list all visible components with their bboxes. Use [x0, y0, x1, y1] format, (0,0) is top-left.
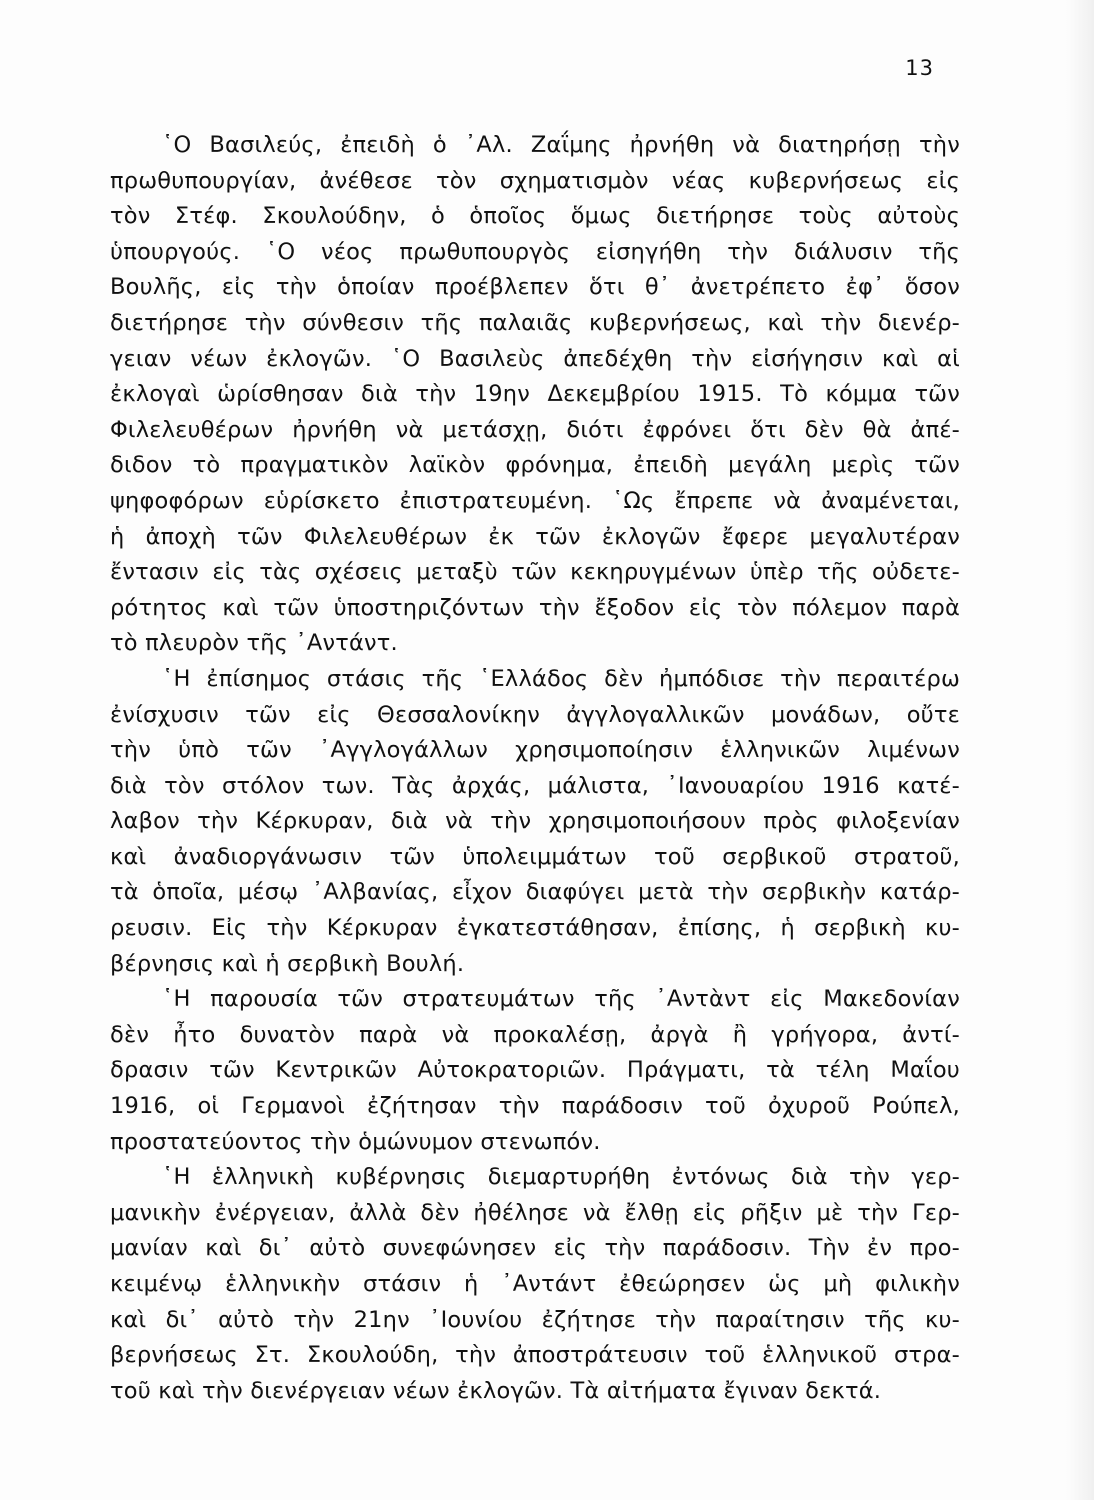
text-line: ρευσιν. Εἰς τὴν Κέρκυραν ἐγκατεστάθησαν, ἐπίσης, ἡ σερβικὴ κυ- — [110, 915, 960, 942]
text-line: βέρνησις καὶ ἡ σερβικὴ Βουλή. — [110, 950, 465, 977]
text-line: Φιλελευθέρων ἠρνήθη νὰ μετάσχῃ, διότι ἐφρόνει ὅτι δὲν θὰ ἀπέ- — [110, 416, 960, 443]
text-line: ψηφοφόρων εὑρίσκετο ἐπιστρατευμένη. ῾Ως ἔπρεπε νὰ ἀναμένεται, — [110, 487, 960, 514]
text-line: ῾Η ἐπίσημος στάσις τῆς ῾Ελλάδος δὲν ἠμπόδισε τὴν περαιτέρω — [162, 665, 960, 692]
text-line: ὑπουργούς. ῾Ο νέος πρωθυπουργὸς εἰσηγήθη τὴν διάλυσιν τῆς — [110, 238, 960, 265]
text-line: 1916, οἱ Γερμανοὶ ἐζήτησαν τὴν παράδοσιν τοῦ ὀχυροῦ Ρούπελ, — [110, 1093, 960, 1120]
text-line: ἔντασιν εἰς τὰς σχέσεις μεταξὺ τῶν κεκηρυγμένων ὑπὲρ τῆς οὐδετε- — [110, 559, 960, 586]
text-line: ῾Ο Βασιλεύς, ἐπειδὴ ὁ ᾿Αλ. Ζαΐμης ἠρνήθη νὰ διατηρήσῃ τὴν — [162, 132, 960, 158]
text-line: βερνήσεως Στ. Σκουλούδη, τὴν ἀποστράτευσιν τοῦ ἑλληνικοῦ στρα- — [110, 1342, 960, 1369]
text-line: τὸν Στέφ. Σκουλούδην, ὁ ὁποῖος ὅμως διετήρησε τοὺς αὐτοὺς — [110, 203, 960, 230]
text-line: διδον τὸ πραγματικὸν λαϊκὸν φρόνημα, ἐπειδὴ μεγάλη μερὶς τῶν — [110, 452, 960, 479]
text-line: ἐνίσχυσιν τῶν εἰς Θεσσαλονίκην ἀγγλογαλλικῶν μονάδων, οὔτε — [110, 701, 960, 728]
text-line: μανίαν καὶ δι᾿ αὐτὸ συνεφώνησεν εἰς τὴν παράδοσιν. Τὴν ἐν προ- — [110, 1235, 960, 1262]
text-line: τὴν ὑπὸ τῶν ᾿Αγγλογάλλων χρησιμοποίησιν ἑλληνικῶν λιμένων — [110, 737, 960, 764]
text-line: προστατεύοντος τὴν ὁμώνυμον στενωπόν. — [110, 1128, 601, 1155]
text-line: διετήρησε τὴν σύνθεσιν τῆς παλαιᾶς κυβερνήσεως, καὶ τὴν διενέρ- — [110, 309, 960, 336]
text-line: τὸ πλευρὸν τῆς ᾿Αντάντ. — [110, 630, 398, 657]
text-line: διὰ τὸν στόλον των. Τὰς ἀρχάς, μάλιστα, ᾿Ιανουαρίου 1916 κατέ- — [110, 772, 960, 799]
text-line: καὶ ἀναδιοργάνωσιν τῶν ὑπολειμμάτων τοῦ σερβικοῦ στρατοῦ, — [110, 843, 960, 870]
text-line: ῾Η ἑλληνικὴ κυβέρνησις διεμαρτυρήθη ἐντόνως διὰ τὴν γερ- — [162, 1164, 960, 1191]
text-line: δρασιν τῶν Κεντρικῶν Αὐτοκρατοριῶν. Πράγματι, τὰ τέλη Μαΐου — [110, 1057, 960, 1084]
body-text — [110, 128, 960, 1409]
text-line: Βουλῆς, εἰς τὴν ὁποίαν προέβλεπεν ὅτι θ᾿ ἀνετρέπετο ἐφ᾿ ὅσον — [110, 274, 960, 301]
text-line: ρότητος καὶ τῶν ὑποστηριζόντων τὴν ἔξοδον εἰς τὸν πόλεμον παρὰ — [110, 594, 960, 621]
text-line: τοῦ καὶ τὴν διενέργειαν νέων ἐκλογῶν. Τὰ αἰτήματα ἔγιναν δεκτά. — [110, 1377, 882, 1404]
text-line: γειαν νέων ἐκλογῶν. ῾Ο Βασιλεὺς ἀπεδέχθη τὴν εἰσήγησιν καὶ αἱ — [110, 345, 960, 372]
text-line: ἡ ἀποχὴ τῶν Φιλελευθέρων ἐκ τῶν ἐκλογῶν ἔφερε μεγαλυτέραν — [110, 523, 960, 550]
page-edge-shadow — [1066, 0, 1094, 1500]
text-line: πρωθυπουργίαν, ἀνέθεσε τὸν σχηματισμὸν νέας κυβερνήσεως εἰς — [110, 167, 960, 194]
text-line: ἐκλογαὶ ὡρίσθησαν διὰ τὴν 19ην Δεκεμβρίου 1915. Τὸ κόμμα τῶν — [110, 381, 960, 408]
text-line: μανικὴν ἐνέργειαν, ἀλλὰ δὲν ἠθέλησε νὰ ἔλθῃ εἰς ρῆξιν μὲ τὴν Γερ- — [110, 1199, 960, 1226]
text-line: δὲν ἦτο δυνατὸν παρὰ νὰ προκαλέσῃ, ἀργὰ ἢ γρήγορα, ἀντί- — [110, 1021, 960, 1048]
text-line: κειμένῳ ἑλληνικὴν στάσιν ἡ ᾿Αντάντ ἐθεώρησεν ὡς μὴ φιλικὴν — [110, 1271, 960, 1297]
text-line: καὶ δι᾿ αὐτὸ τὴν 21ην ᾿Ιουνίου ἐζήτησε τὴν παραίτησιν τῆς κυ- — [110, 1306, 960, 1333]
text-line: ῾Η παρουσία τῶν στρατευμάτων τῆς ᾿Αντὰντ εἰς Μακεδονίαν — [162, 986, 960, 1013]
text-line: τὰ ὁποῖα, μέσῳ ᾿Αλβανίας, εἶχον διαφύγει μετὰ τὴν σερβικὴν κατάρ- — [110, 879, 960, 906]
page-number: 13 — [905, 56, 934, 80]
text-line: λαβον τὴν Κέρκυραν, διὰ νὰ τὴν χρησιμοποιήσουν πρὸς φιλοξενίαν — [110, 808, 960, 835]
